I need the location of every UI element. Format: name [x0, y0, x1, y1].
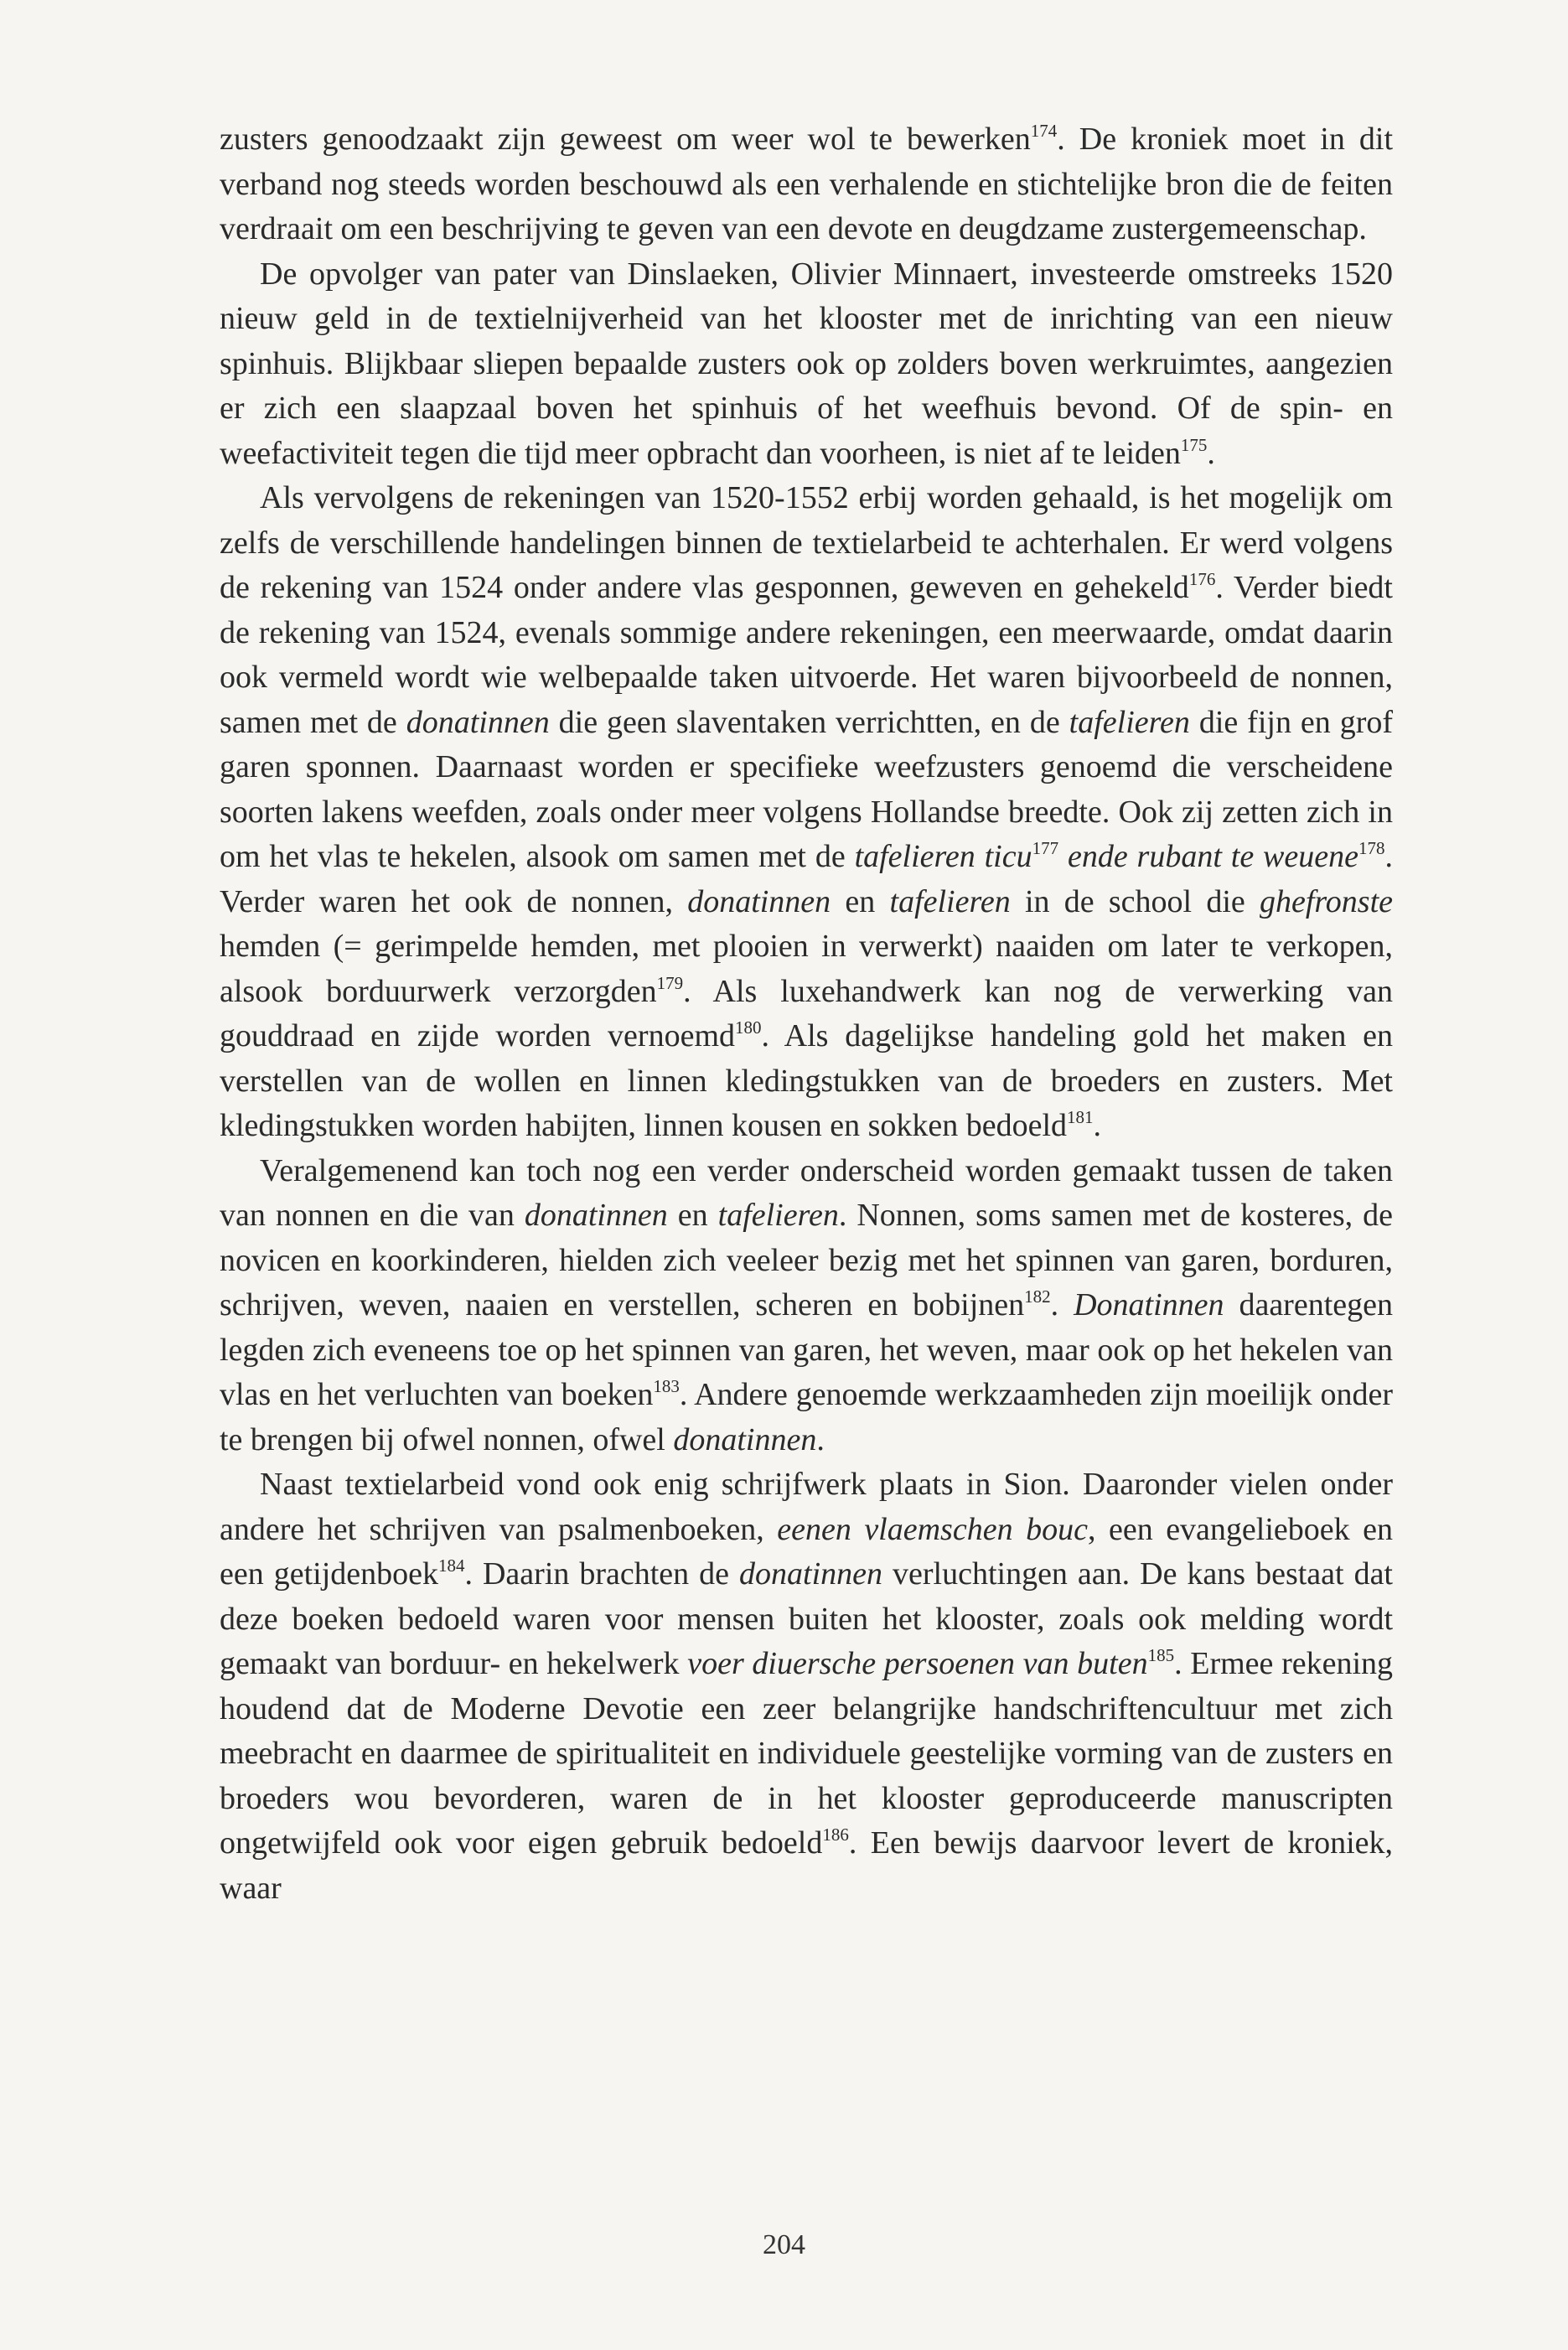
italic-term: tafelieren ticu: [854, 839, 1032, 874]
text-run: . Daarin brachten de: [464, 1556, 740, 1592]
text-run: .: [1050, 1287, 1074, 1323]
text-run: .: [1093, 1108, 1102, 1143]
footnote-ref: 185: [1147, 1645, 1175, 1665]
text-run: in de school die: [1010, 883, 1260, 919]
text-run: .: [816, 1421, 825, 1457]
italic-term: donatinnen: [524, 1198, 668, 1233]
text-run: Naast textielarbeid vond ook enig schrijfwerk plaats in Sion. Daaronder vielen onder andere het schrijven van psalmenboeken,: [220, 1467, 1393, 1547]
text-run: en: [831, 883, 890, 919]
paragraph: [220, 117, 1393, 252]
text-run: .: [1207, 435, 1215, 471]
footnote-ref: 179: [656, 972, 684, 993]
text-run: . Ermee rekening houdend dat de Moderne Devotie een zeer belangrijke handschriftencultuur met zich meebracht en daarmee de spiritualiteit en individuele geestelijke vorming van de zusters en broeders wou bevorderen, waren de in het klooster geproduceerde manuscripten ongetwijfeld ook voor eigen gebruik bedoeld: [220, 1646, 1394, 1861]
text-run: . Als luxehandwerk kan nog de verwerking van gouddraad en zijde worden vernoemd: [220, 973, 1393, 1053]
page-number: 204: [763, 2229, 805, 2260]
paragraph: [220, 476, 1393, 1149]
footnote-ref: 182: [1024, 1286, 1051, 1307]
italic-term: donatinnen: [687, 883, 831, 919]
italic-term: tafelieren: [1069, 704, 1190, 740]
text-run: . Als dagelijkse handeling gold het maken en verstellen van de wollen en linnen kledingstukken van de broeders en zusters. Met kledingstukken worden habijten, linnen kousen en sokken bedoeld: [220, 1018, 1393, 1143]
text-run: . Een bewijs daarvoor levert de kroniek, waar: [220, 1825, 1394, 1906]
italic-term: tafelieren: [717, 1198, 839, 1233]
paragraph: [220, 1149, 1393, 1463]
text-run: die fijn en grof garen sponnen. Daarnaast worden er specifieke weefzusters genoemd die verscheidene soorten lakens weefden, zoals onder meer volgens Hollandse breedte. Ook zij zetten zich in om het vlas te hekelen, alsook om samen met de: [220, 704, 1393, 874]
text-run: en: [667, 1198, 718, 1233]
footnote-ref: 180: [735, 1017, 762, 1038]
text-run: . Andere genoemde werkzaamheden zijn moeilijk onder te brengen bij ofwel nonnen, ofwel: [220, 1377, 1393, 1457]
footnote-ref: 184: [438, 1555, 465, 1576]
footnote-ref: 181: [1067, 1107, 1094, 1127]
italic-term: ende rubant te weuene: [1067, 839, 1358, 874]
italic-term: tafelieren: [889, 883, 1011, 919]
text-run: . Nonnen, soms samen met de kosteres, de novicen en koorkinderen, hielden zich veeleer bezig met het spinnen van garen, borduren, schrijven, weven, naaien en verstellen, scheren en bobijnen: [220, 1198, 1393, 1323]
italic-term: donatinnen: [739, 1556, 883, 1592]
italic-term: eenen vlaemschen bouc: [777, 1511, 1088, 1547]
text-run: , een evangelieboek en een getijdenboek: [220, 1511, 1394, 1592]
text-run: Veralgemenend kan toch nog een verder onderscheid worden gemaakt tussen de taken van nonnen en die van: [220, 1152, 1393, 1233]
italic-term: ghefronste: [1259, 883, 1393, 919]
text-run: . Verder waren het ook de nonnen,: [220, 839, 1393, 919]
italic-term: Donatinnen: [1074, 1287, 1224, 1323]
text-run: zusters genoodzaakt zijn geweest om weer wol te bewerken: [220, 122, 1031, 157]
page-body: [220, 117, 1393, 1911]
paragraph: [220, 252, 1393, 477]
footnote-ref: 174: [1030, 121, 1058, 141]
text-run: verluchtingen aan. De kans bestaat dat deze boeken bedoeld waren voor mensen buiten het klooster, zoals ook melding wordt gemaakt van borduur- en hekelwerk: [220, 1556, 1393, 1681]
text-run: . Verder biedt de rekening van 1524, evenals sommige andere rekeningen, een meerwaarde, omdat daarin ook vermeld wordt wie welbepaalde taken uitvoerde. Het waren bijvoorbeeld de nonnen, samen met de: [220, 570, 1393, 740]
text-run: die geen slaventaken verrichtten, en de: [549, 704, 1069, 740]
footnote-ref: 176: [1188, 569, 1216, 589]
text-run: De opvolger van pater van Dinslaeken, Olivier Minnaert, investeerde omstreeks 1520 nieuw geld in de textielnijverheid van het klooster met de inrichting van een nieuw spinhuis. Blijkbaar sliepen bepaalde zusters ook op zolders boven werkruimtes, aangezien er zich een slaapzaal boven het spinhuis of het weefhuis bevond. Of de spin- en weefactiviteit tegen die tijd meer opbracht dan voorheen, is niet af te leiden: [220, 256, 1393, 471]
footnote-ref: 186: [822, 1825, 849, 1845]
text-run: . De kroniek moet in dit verband nog steeds worden beschouwd als een verhalende en stichtelijke bron die de feiten verdraait om een beschrijving te geven van een devote en deugdzame zustergemeenschap.: [220, 122, 1393, 246]
italic-term: donatinnen: [406, 704, 550, 740]
footnote-ref: 177: [1032, 838, 1059, 858]
text-run: Als vervolgens de rekeningen van 1520-1552 erbij worden gehaald, is het mogelijk om zelfs de verschillende handelingen binnen de textielarbeid te achterhalen. Er werd volgens de rekening van 1524 onder andere vlas gesponnen, geweven en gehekeld: [220, 480, 1393, 605]
footnote-ref: 178: [1358, 838, 1385, 858]
paragraph: [220, 1462, 1393, 1911]
text-run: [1058, 839, 1068, 874]
italic-term: voer diuersche persoenen van buten: [687, 1646, 1148, 1681]
text-run: daarentegen legden zich eveneens toe op het spinnen van garen, het weven, maar ook op het hekelen van vlas en het verluchten van boeken: [220, 1287, 1393, 1412]
footnote-ref: 183: [653, 1376, 680, 1396]
footnote-ref: 175: [1180, 434, 1208, 455]
italic-term: donatinnen: [673, 1421, 817, 1457]
text-run: hemden (= gerimpelde hemden, met plooien in verwerkt) naaiden om later te verkopen, alsook borduurwerk verzorgden: [220, 929, 1393, 1009]
